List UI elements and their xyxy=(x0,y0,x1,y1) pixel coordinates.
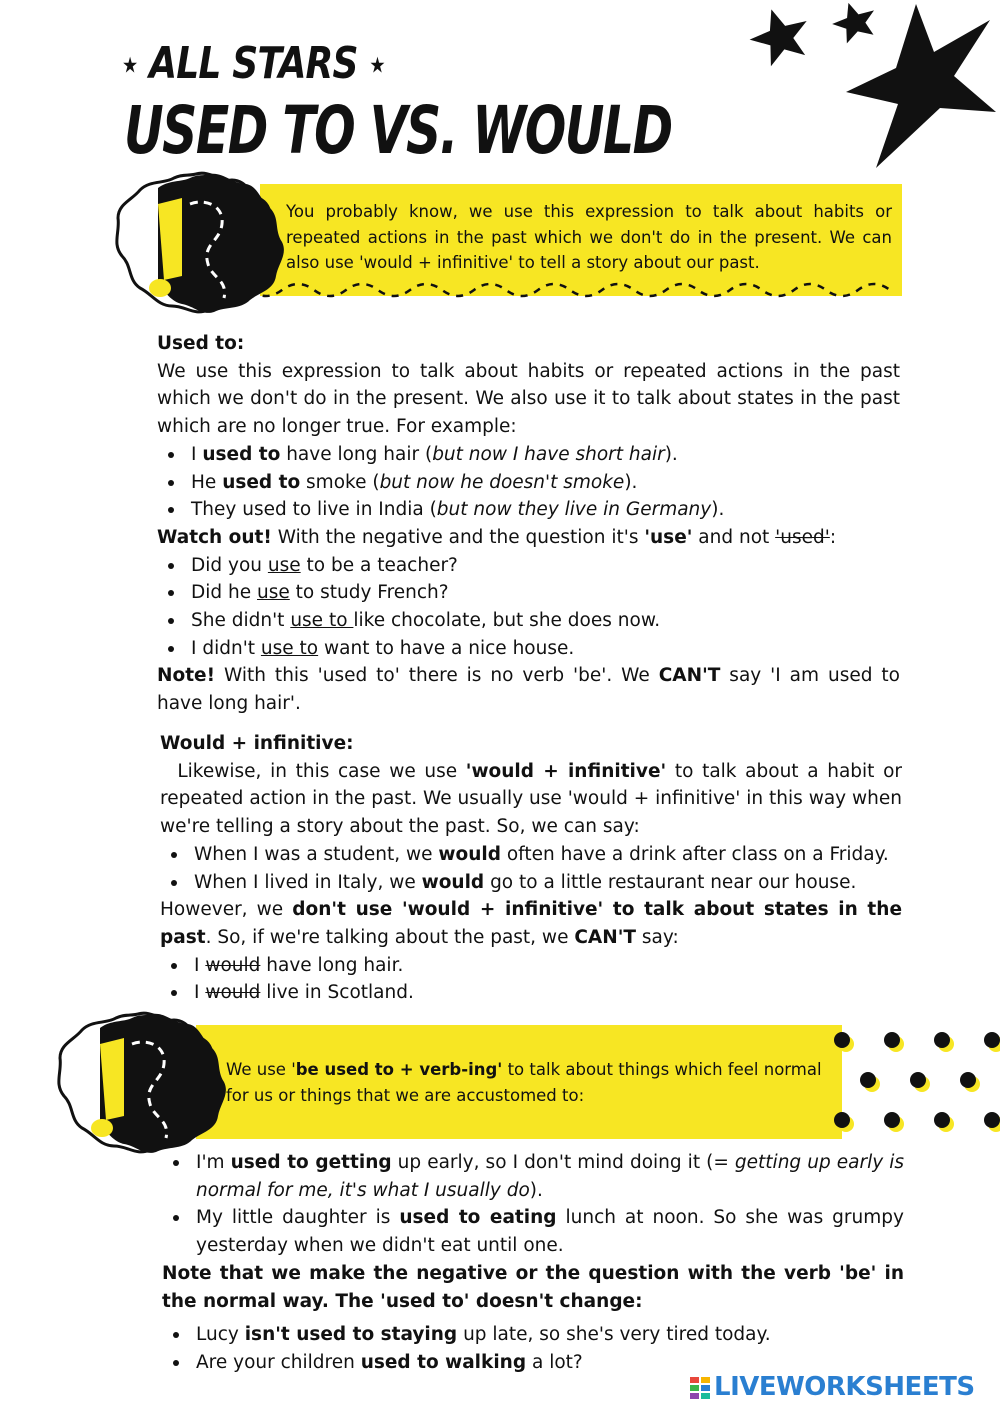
paragraph: However, we don't use 'would + infinitive' to talk about states in the past. So, if we're talking about the past, we CAN'T say: xyxy=(160,899,902,948)
list-item: I would live in Scotland. xyxy=(160,979,902,1007)
list-item: Did you use to be a teacher? xyxy=(157,552,900,580)
section-heading: Used to: xyxy=(157,333,245,354)
examples-list xyxy=(160,841,902,896)
list-item: Lucy isn't used to staying up late, so she's very tired today. xyxy=(162,1321,904,1349)
list-item: I didn't use to want to have a nice house. xyxy=(157,635,900,663)
list-item: She didn't use to like chocolate, but she does now. xyxy=(157,607,900,635)
would-section xyxy=(160,730,908,1007)
liveworksheets-logo-icon xyxy=(690,1377,710,1399)
star-icon: ★ xyxy=(369,53,385,79)
logo-text: LIVEWORKSHEETS xyxy=(714,1372,975,1402)
list-item: When I was a student, we would often have a drink after class on a Friday. xyxy=(160,841,902,869)
list-item: I used to have long hair (but now I have short hair). xyxy=(157,441,900,469)
examples-list xyxy=(162,1149,904,1260)
be-used-to-section xyxy=(162,1149,904,1377)
paragraph: We use this expression to talk about habits or repeated actions in the past which we don't do in the present. We also use it to talk about states in the past which are no longer true. For example: xyxy=(157,360,900,438)
dots-decoration xyxy=(830,1026,1000,1144)
star-icon: ★ xyxy=(122,53,138,79)
paragraph: Likewise, in this case we use 'would + infinitive' to talk about a habit or repeated action in the past. We usually use 'would + infinitive' in this way when we're telling a story about the past. So, we can say: xyxy=(160,760,908,838)
section-heading: Would + infinitive: xyxy=(160,733,354,754)
watch-out-line: Watch out! With the negative and the question it's 'use' and not 'used': xyxy=(157,526,837,548)
exclamation-badge-icon xyxy=(40,1008,236,1158)
subtitle-text: ALL STARS xyxy=(149,38,358,89)
be-used-to-callout-text: We use 'be used to + verb-ing' to talk about things which feel normal for us or things that we are accustomed to: xyxy=(226,1060,822,1105)
note-line: Note! With this 'used to' there is no verb 'be'. We CAN'T say 'I am used to have long hair'. xyxy=(157,665,900,715)
list-item: Are your children used to walking a lot? xyxy=(162,1349,904,1377)
negatives-list xyxy=(157,552,900,663)
list-item: When I lived in Italy, we would go to a little restaurant near our house. xyxy=(160,869,902,897)
note-line: Note that we make the negative or the question with the verb 'be' in the normal way. The 'used to' doesn't change: xyxy=(162,1262,904,1312)
subtitle xyxy=(122,38,385,89)
list-item: I'm used to getting up early, so I don't mind doing it (= getting up early is normal for me, it's what I usually do). xyxy=(162,1149,904,1204)
dashed-wave-decoration xyxy=(250,280,902,312)
list-item: I would have long hair. xyxy=(160,952,902,980)
exclamation-badge-icon xyxy=(98,168,294,318)
intro-callout-text: You probably know, we use this expression to talk about habits or repeated actions in the past which we don't do in the present. We can also use 'would + infinitive' to tell a story about our past. xyxy=(286,202,892,272)
list-item: He used to smoke (but now he doesn't smoke). xyxy=(157,469,900,497)
used-to-section xyxy=(157,330,900,718)
page-title: USED TO VS. WOULD xyxy=(124,92,672,169)
list-item: My little daughter is used to eating lunch at noon. So she was grumpy yesterday when we didn't eat until one. xyxy=(162,1204,904,1259)
wrong-list xyxy=(160,952,902,1007)
list-item: Did he use to study French? xyxy=(157,579,900,607)
list-item: They used to live in India (but now they live in Germany). xyxy=(157,496,900,524)
more-examples-list xyxy=(162,1321,904,1376)
examples-list xyxy=(157,441,900,524)
stars-decoration-icon xyxy=(728,0,1000,176)
liveworksheets-logo[interactable] xyxy=(690,1372,975,1402)
